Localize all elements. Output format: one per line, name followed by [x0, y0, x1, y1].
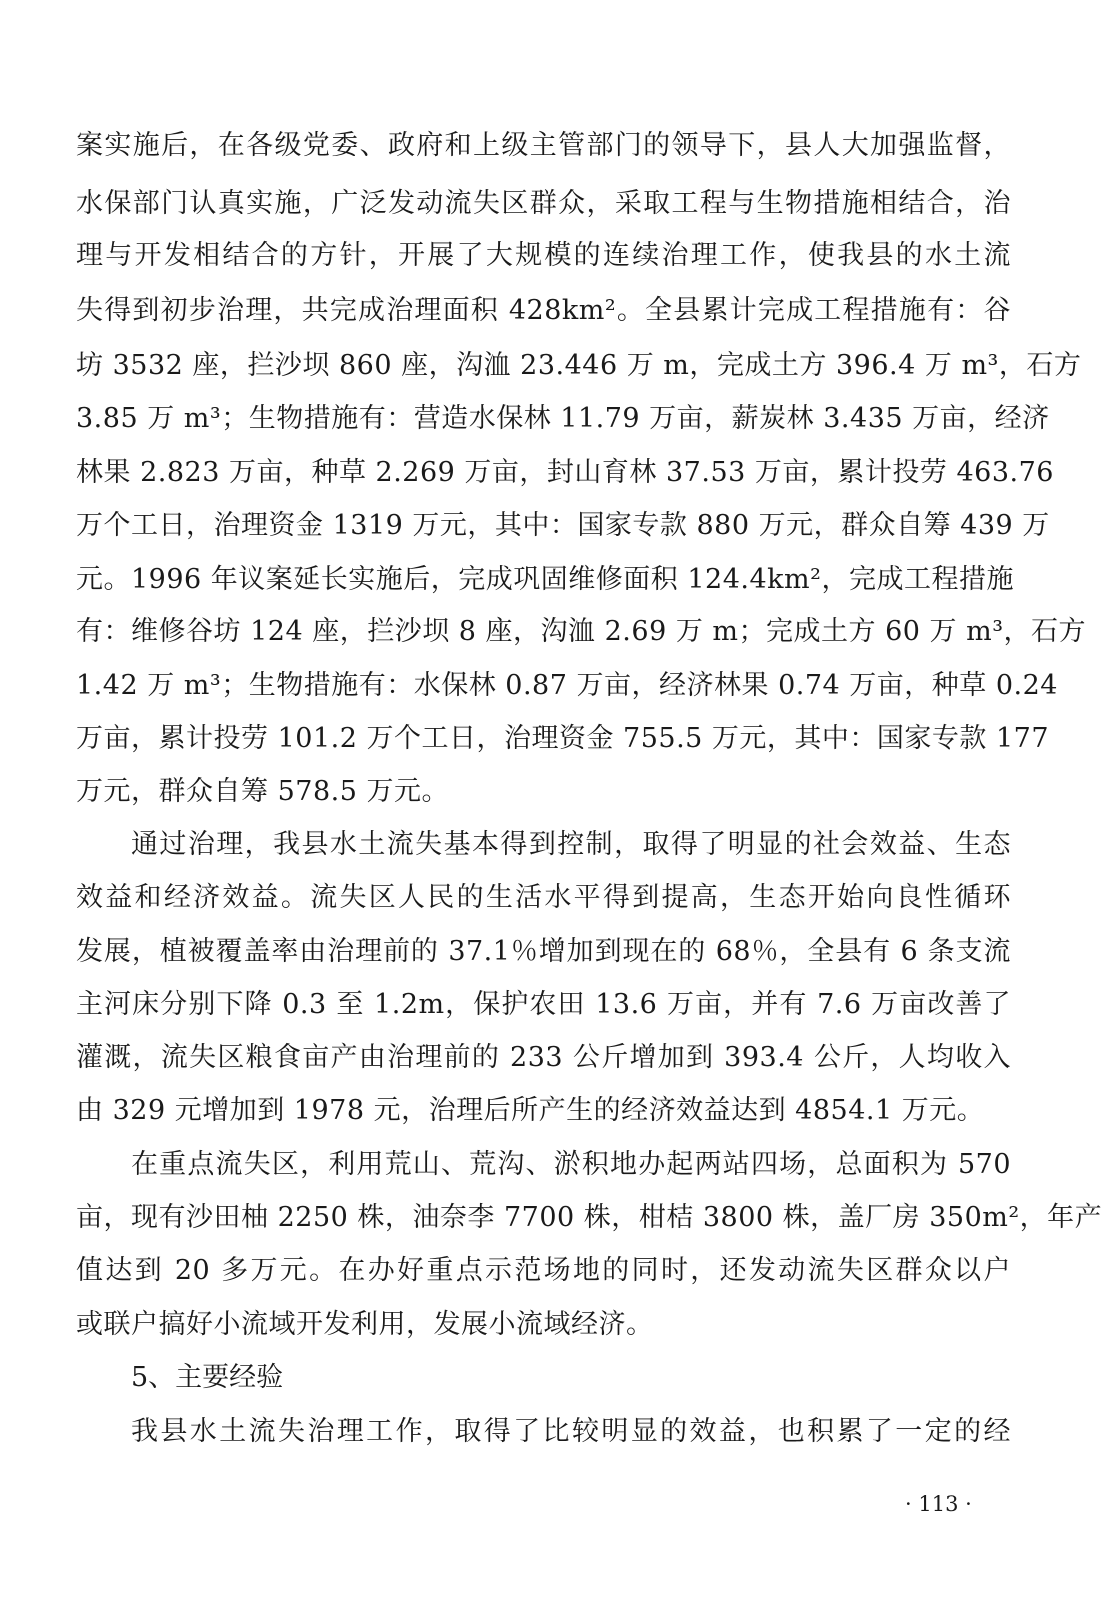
text-line: 在重点流失区，利用荒山、荒沟、淤积地办起两站四场，总面积为 570	[131, 1149, 1011, 1180]
text-line: 理与开发相结合的方针，开展了大规模的连续治理工作，使我县的水土流	[76, 240, 1011, 271]
page-number: · 113 ·	[905, 1492, 972, 1516]
text-line: 1.42 万 m³；生物措施有：水保林 0.87 万亩，经济林果 0.74 万亩，种草 0.24	[76, 670, 1058, 701]
text-line: 坊 3532 座，拦沙坝 860 座，沟洫 23.446 万 m，完成土方 396.4 万 m³，石方	[76, 350, 1082, 381]
text-line: 值达到 20 多万元。在办好重点示范场地的同时，还发动流失区群众以户	[76, 1255, 1011, 1286]
text-line: 林果 2.823 万亩，种草 2.269 万亩，封山育林 37.53 万亩，累计投劳 463.76	[76, 457, 1054, 488]
text-line: 万亩，累计投劳 101.2 万个工日，治理资金 755.5 万元，其中：国家专款 177	[76, 723, 1050, 754]
text-line: 通过治理，我县水土流失基本得到控制，取得了明显的社会效益、生态	[131, 829, 1011, 860]
section-heading: 5、主要经验	[131, 1362, 284, 1393]
text-line: 亩，现有沙田柚 2250 株，油奈李 7700 株，柑桔 3800 株，盖厂房 350m²，年产	[76, 1202, 1103, 1233]
text-line: 或联户搞好小流域开发利用，发展小流域经济。	[76, 1309, 654, 1340]
text-line: 我县水土流失治理工作，取得了比较明显的效益，也积累了一定的经	[131, 1416, 1011, 1447]
text-line: 主河床分别下降 0.3 至 1.2m，保护农田 13.6 万亩，并有 7.6 万亩改善了	[76, 989, 1011, 1020]
text-line: 案实施后，在各级党委、政府和上级主管部门的领导下，县人大加强监督，	[76, 130, 1011, 161]
text-line: 万元，群众自筹 578.5 万元。	[76, 776, 449, 807]
text-line: 效益和经济效益。流失区人民的生活水平得到提高，生态开始向良性循环	[76, 882, 1011, 913]
text-line: 失得到初步治理，共完成治理面积 428km²。全县累计完成工程措施有：谷	[76, 295, 1011, 326]
text-line: 3.85 万 m³；生物措施有：营造水保林 11.79 万亩，薪炭林 3.435 万亩，经济	[76, 403, 1050, 434]
text-line: 水保部门认真实施，广泛发动流失区群众，采取工程与生物措施相结合，治	[76, 188, 1011, 219]
text-line: 由 329 元增加到 1978 元，治理后所产生的经济效益达到 4854.1 万元。	[76, 1095, 985, 1126]
text-line: 发展，植被覆盖率由治理前的 37.1％增加到现在的 68％，全县有 6 条支流	[76, 936, 1011, 967]
text-line: 有：维修谷坊 124 座，拦沙坝 8 座，沟洫 2.69 万 m；完成土方 60 万 m³，石方	[76, 616, 1087, 647]
text-line: 灌溉，流失区粮食亩产由治理前的 233 公斤增加到 393.4 公斤，人均收入	[76, 1042, 1011, 1073]
text-line: 万个工日，治理资金 1319 万元，其中：国家专款 880 万元，群众自筹 439 万	[76, 510, 1050, 541]
text-line: 元。1996 年议案延长实施后，完成巩固维修面积 124.4km²，完成工程措施	[76, 564, 1014, 595]
